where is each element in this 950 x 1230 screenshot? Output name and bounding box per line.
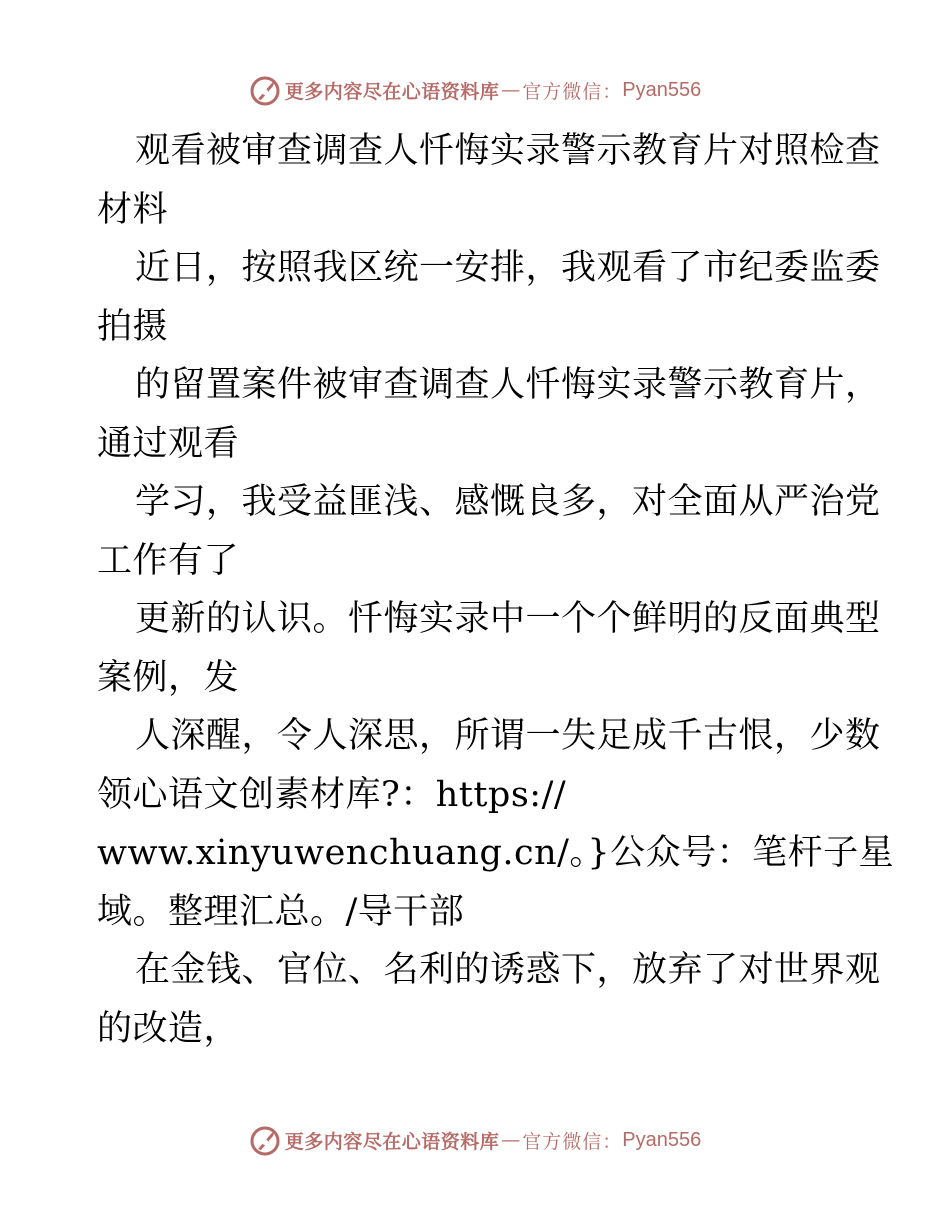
document-line: 更新的认识。忏悔实录中一个个鲜明的反面典型	[135, 599, 881, 639]
footer-banner	[0, 1120, 950, 1160]
document-line: 观看被审查调查人忏悔实录警示教育片对照检查	[135, 131, 881, 171]
document-line: 的留置案件被审查调查人忏悔实录警示教育片，	[135, 365, 881, 405]
document-line: 通过观看	[97, 423, 240, 464]
document-line: 领心语文创素材库?：https://	[97, 774, 567, 815]
header-banner	[0, 70, 950, 110]
quill-logo-icon	[249, 74, 281, 106]
banner-dash: —	[501, 1129, 521, 1151]
document-line: 人深醒，令人深思，所谓一失足成千古恨，少数	[135, 716, 881, 756]
document-line: 拍摄	[97, 306, 169, 347]
document-line: 在金钱、官位、名利的诱惑下，放弃了对世界观	[135, 950, 881, 990]
document-line: 近日，按照我区统一安排，我观看了市纪委监委	[135, 248, 881, 288]
banner-dash: —	[501, 79, 521, 101]
document-line: 案例，发	[97, 657, 240, 698]
document-line: www.xinyuwenchuang.cn/。}公众号：笔杆子星	[97, 833, 895, 873]
banner-wechat-label: 官方微信：	[522, 80, 623, 103]
banner-brand-text: 更多内容尽在心语资料库	[284, 80, 500, 103]
document-line: 学习，我受益匪浅、感慨良多，对全面从严治党	[135, 482, 881, 522]
document-body	[97, 122, 895, 1058]
banner-wechat-label: 官方微信：	[522, 1130, 623, 1153]
banner-wechat-id: Pyan556	[622, 1128, 702, 1151]
banner-brand-text: 更多内容尽在心语资料库	[284, 1130, 500, 1153]
banner-wechat-id: Pyan556	[622, 78, 702, 101]
document-line: 域。整理汇总。/导干部	[97, 891, 465, 932]
quill-logo-icon	[249, 1124, 281, 1156]
document-line: 的改造，	[97, 1008, 240, 1049]
document-line: 工作有了	[97, 540, 240, 581]
document-line: 材料	[97, 189, 169, 230]
